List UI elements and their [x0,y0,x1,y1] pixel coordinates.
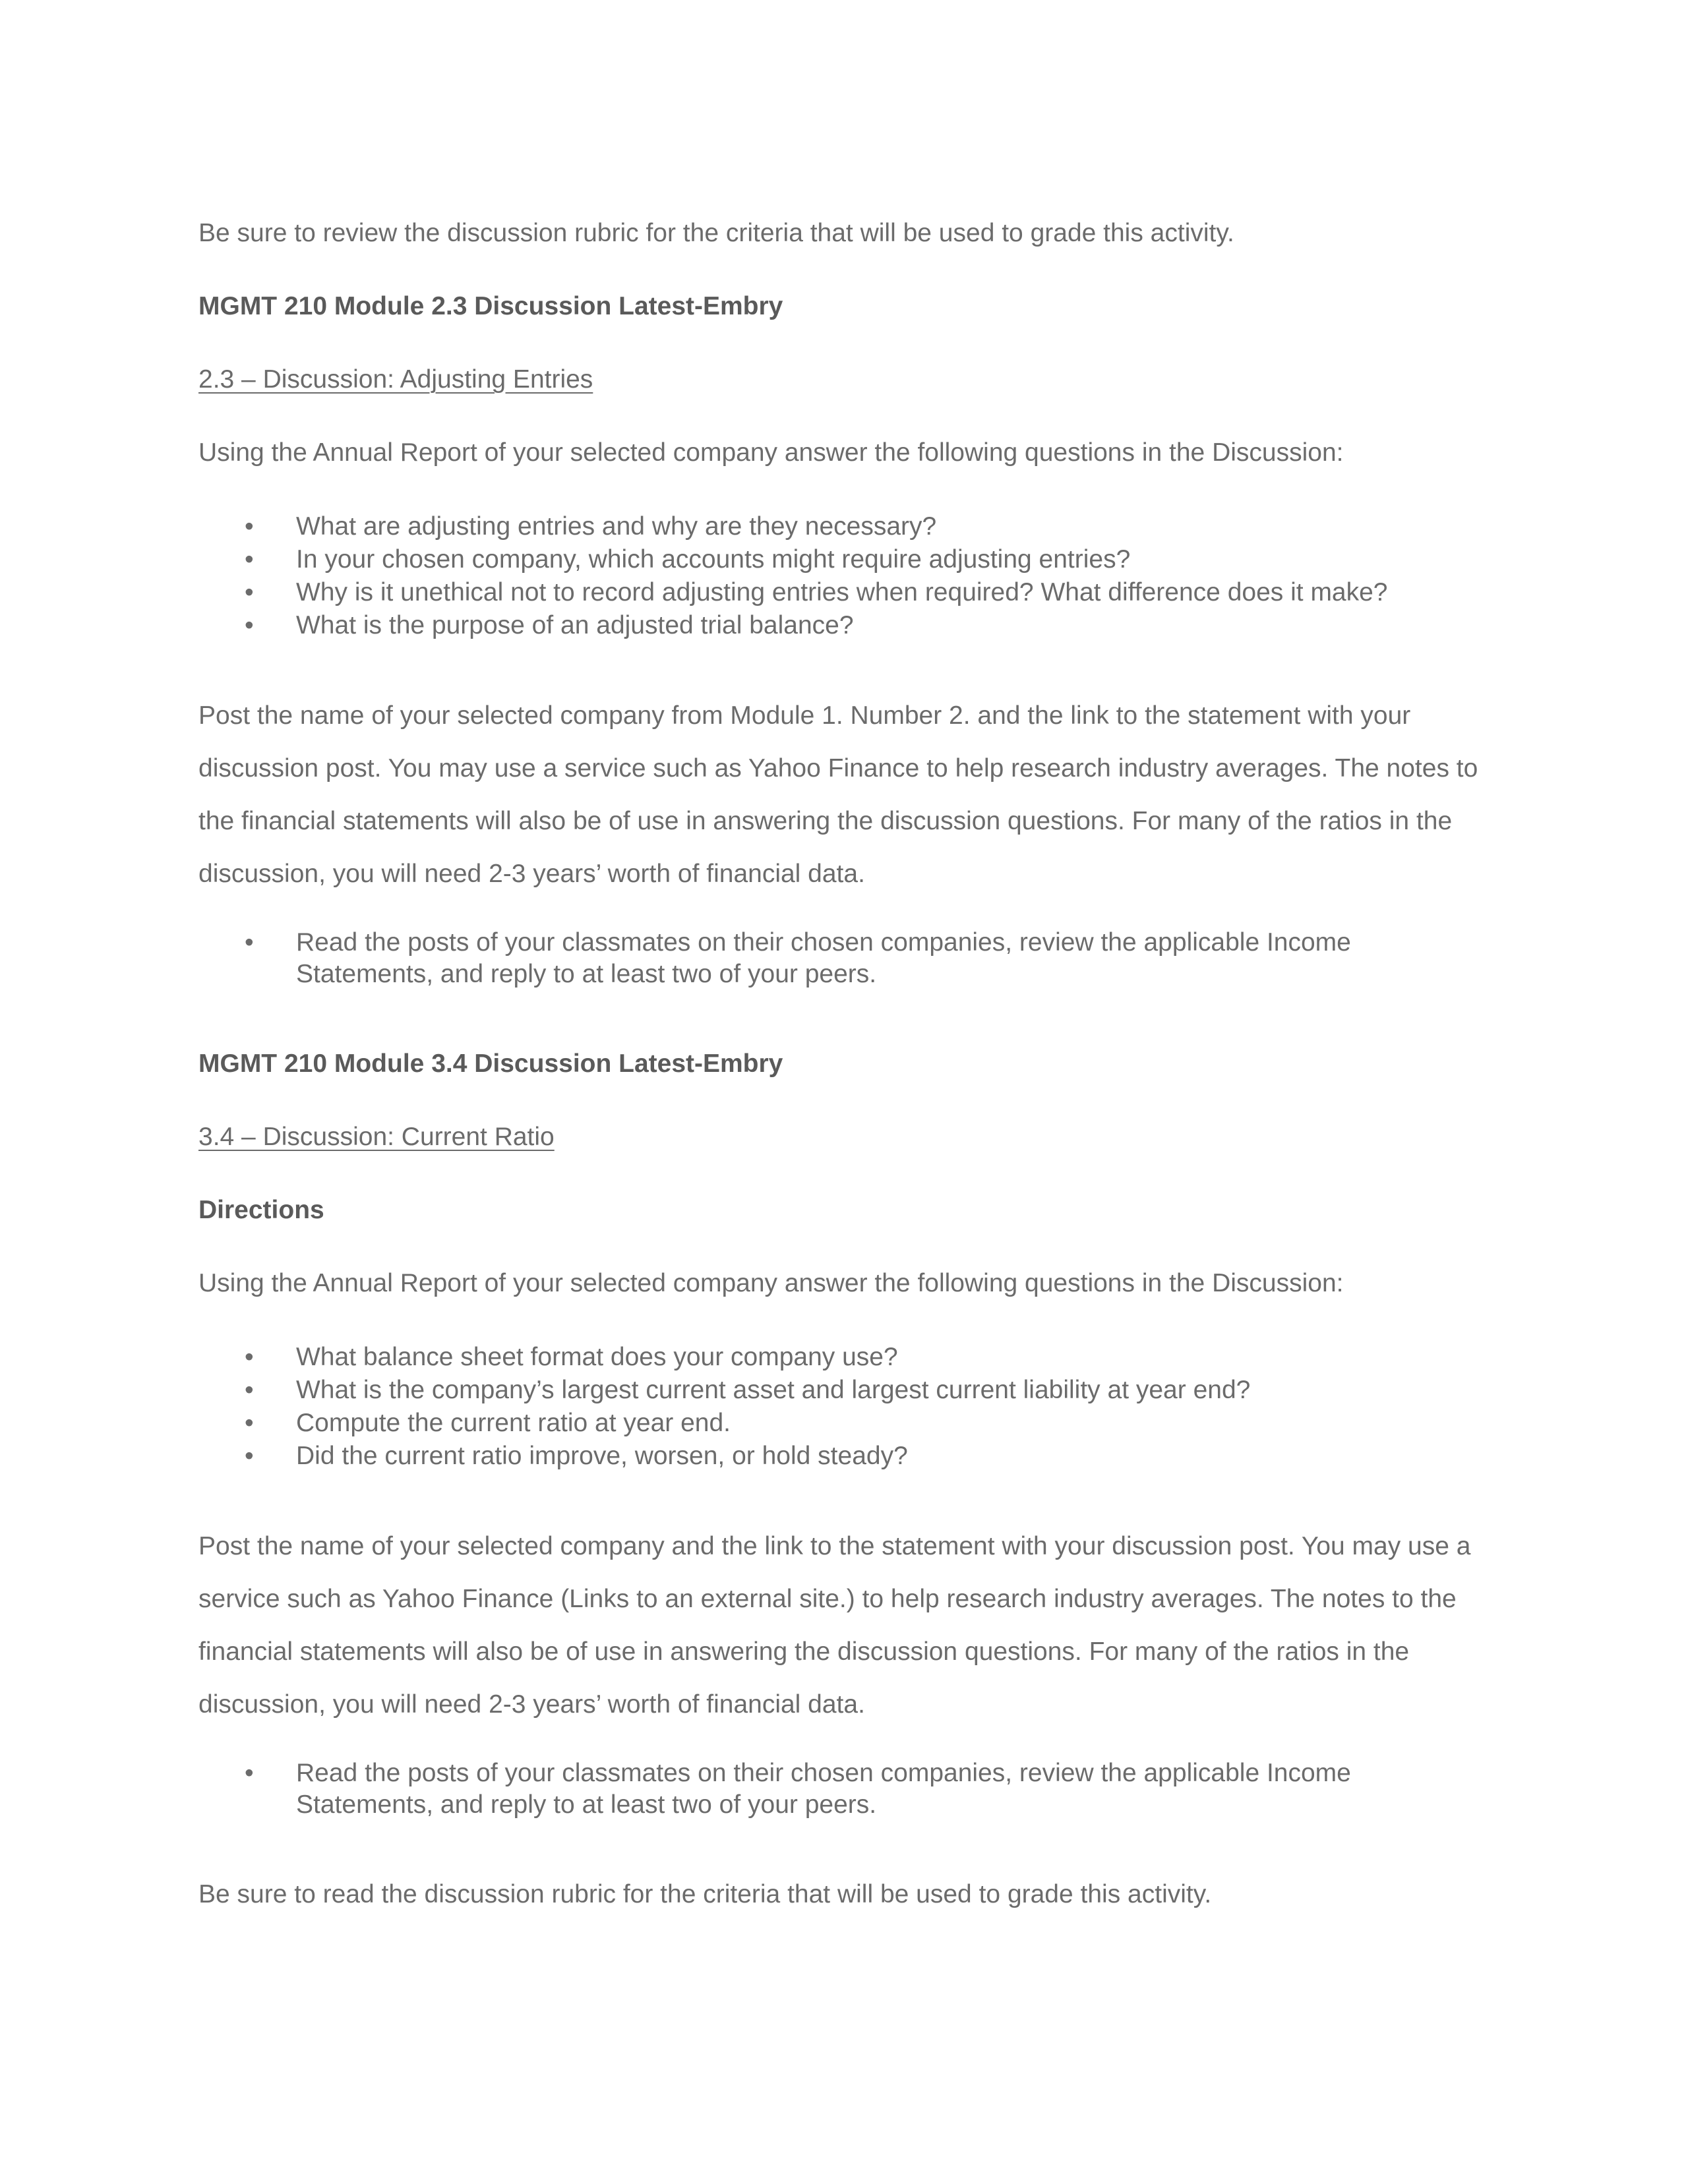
questions-lead: Using the Annual Report of your selected company answer the following questions in the Discussion: [198,1269,1344,1297]
list-item: • In your chosen company, which accounts might require adjusting entries? [198,543,1491,576]
post-instructions: Post the name of your selected company from Module 1. Number 2. and the link to the statement with your discussion post. You may use a service such as Yahoo Finance to help research industry averages. The notes to the financial statements will also be of use in answering the discussion questions. For many of the ratios in the discussion, you will need 2-3 years’ worth of financial data. [198,701,1478,888]
list-item: • What balance sheet format does your company use? [198,1341,1491,1374]
intro-paragraph: Be sure to review the discussion rubric for the criteria that will be used to grade this activity. [198,219,1234,247]
list-item: • Did the current ratio improve, worsen, or hold steady? [198,1440,1491,1473]
list-item: • Compute the current ratio at year end. [198,1407,1491,1440]
list-item: • Why is it unethical not to record adjusting entries when required? What difference does it make? [198,576,1491,609]
list-item: • Read the posts of your classmates on their chosen companies, review the applicable Income Statements, and reply to at least two of your peers. [198,1757,1491,1821]
questions-lead: Using the Annual Report of your selected company answer the following questions in the Discussion: [198,438,1344,467]
section-heading: MGMT 210 Module 3.4 Discussion Latest-Embry [198,1049,783,1078]
section-module-2-3 [198,291,1491,990]
post-instructions: Post the name of your selected company and the link to the statement with your discussion post. You may use a service such as Yahoo Finance (Links to an external site.) to help research industry averages. The notes to the financial statements will also be of use in answering the discussion questions. For many of the ratios in the discussion, you will need 2-3 years’ worth of financial data. [198,1532,1471,1719]
questions-list [198,1341,1491,1473]
list-item: • What are adjusting entries and why are they necessary? [198,510,1491,543]
closing-paragraph: Be sure to read the discussion rubric for the criteria that will be used to grade this activity. [198,1880,1212,1908]
section-subtitle: 2.3 – Discussion: Adjusting Entries [198,365,593,394]
section-module-3-4 [198,1048,1491,1821]
reply-list [198,927,1491,990]
directions-heading: Directions [198,1196,324,1224]
section-heading: MGMT 210 Module 2.3 Discussion Latest-Embry [198,292,783,320]
document-page [198,218,1491,1952]
questions-list [198,510,1491,642]
list-item: • What is the company’s largest current asset and largest current liability at year end? [198,1374,1491,1407]
list-item: • What is the purpose of an adjusted trial balance? [198,609,1491,642]
reply-list [198,1757,1491,1821]
list-item: • Read the posts of your classmates on their chosen companies, review the applicable Income Statements, and reply to at least two of your peers. [198,927,1491,990]
section-subtitle: 3.4 – Discussion: Current Ratio [198,1123,555,1151]
